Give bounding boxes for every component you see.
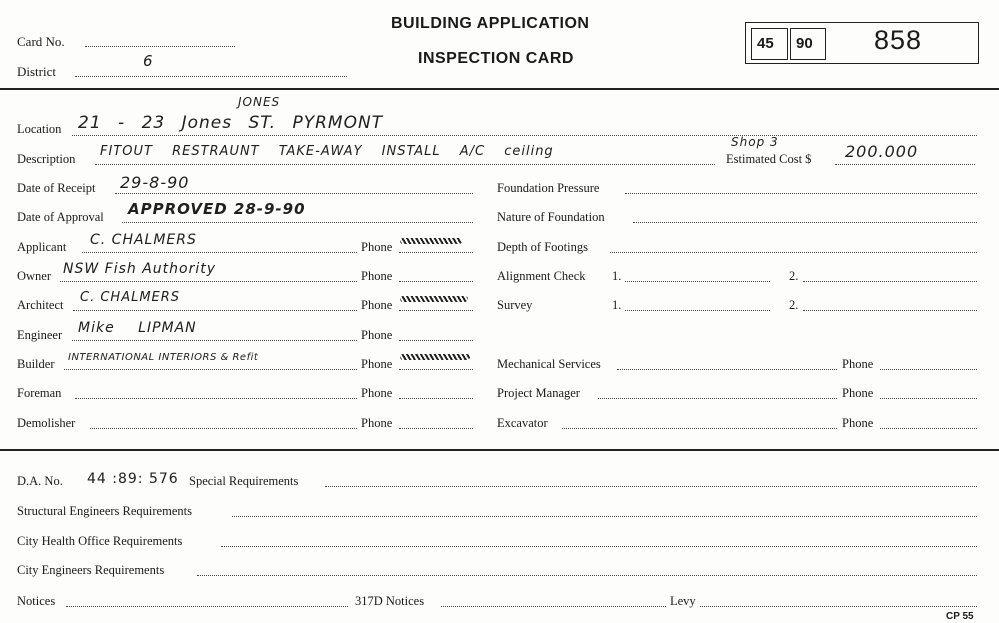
location-value: 21 - 23 Jones ST. PYRMONT	[78, 113, 384, 133]
project-manager-field[interactable]	[598, 398, 837, 399]
builder-phone-label: Phone	[361, 357, 393, 371]
redaction-scribble	[400, 354, 470, 360]
description-label: Description	[17, 152, 76, 166]
excavator-label: Excavator	[497, 416, 548, 430]
excavator-field[interactable]	[562, 428, 837, 429]
shop-note: Shop 3	[731, 135, 779, 149]
header-divider	[0, 88, 999, 90]
builder-label: Builder	[17, 357, 55, 371]
survey-label: Survey	[497, 298, 533, 312]
mechanical-label: Mechanical Services	[497, 357, 601, 371]
demolisher-phone-label: Phone	[361, 416, 393, 430]
mechanical-phone-field[interactable]	[880, 369, 977, 370]
project-manager-phone-label: Phone	[842, 386, 874, 400]
survey-1-field[interactable]	[625, 310, 770, 311]
da-no-value: 44 :89: 576	[87, 471, 179, 487]
architect-phone-label: Phone	[361, 298, 393, 312]
location-field[interactable]	[72, 135, 977, 136]
demolisher-phone-field[interactable]	[399, 428, 473, 429]
location-label: Location	[17, 122, 62, 136]
structural-label: Structural Engineers Requirements	[17, 504, 192, 518]
alignment-2-label: 2.	[789, 269, 799, 283]
applicant-phone-label: Phone	[361, 240, 393, 254]
date-receipt-field[interactable]	[115, 193, 473, 194]
foreman-phone-label: Phone	[361, 386, 393, 400]
foreman-label: Foreman	[17, 386, 62, 400]
demolisher-field[interactable]	[90, 428, 357, 429]
engineer-phone-label: Phone	[361, 328, 393, 342]
builder-value: INTERNATIONAL INTERIORS & Refit	[68, 352, 259, 363]
architect-label: Architect	[17, 298, 64, 312]
estimated-cost-label: Estimated Cost $	[726, 152, 812, 166]
applicant-phone-field[interactable]	[399, 252, 473, 253]
levy-field[interactable]	[700, 606, 977, 607]
card-title-line1: BUILDING APPLICATION	[391, 15, 590, 32]
estimated-cost-field[interactable]	[835, 164, 975, 165]
special-requirements-label: Special Requirements	[189, 474, 299, 488]
card-no-label: Card No.	[17, 34, 65, 49]
nature-foundation-field[interactable]	[633, 222, 977, 223]
alignment-2-field[interactable]	[803, 281, 977, 282]
excavator-phone-field[interactable]	[880, 428, 977, 429]
owner-phone-label: Phone	[361, 269, 393, 283]
demolisher-label: Demolisher	[17, 416, 76, 430]
location-insert: JONES	[238, 95, 281, 109]
depth-footings-label: Depth of Footings	[497, 240, 588, 254]
special-requirements-field[interactable]	[325, 486, 977, 487]
depth-footings-field[interactable]	[610, 252, 977, 253]
foundation-pressure-field[interactable]	[625, 193, 977, 194]
engineer-phone-field[interactable]	[399, 340, 473, 341]
alignment-1-field[interactable]	[625, 281, 770, 282]
structural-field[interactable]	[232, 516, 977, 517]
health-label: City Health Office Requirements	[17, 534, 183, 548]
applicant-label: Applicant	[17, 240, 67, 254]
district-label: District	[17, 64, 56, 79]
owner-field[interactable]	[60, 281, 357, 282]
survey-2-field[interactable]	[803, 310, 977, 311]
engineers-label: City Engineers Requirements	[17, 563, 165, 577]
architect-phone-field[interactable]	[399, 310, 473, 311]
date-approval-label: Date of Approval	[17, 210, 104, 224]
estimated-cost-value: 200.000	[845, 142, 919, 161]
description-field[interactable]	[95, 164, 715, 165]
engineer-value: Mike LIPMAN	[78, 320, 197, 336]
district-value: 6	[143, 52, 154, 70]
levy-label: Levy	[670, 594, 696, 608]
notices-label: Notices	[17, 594, 56, 608]
architect-value: C. CHALMERS	[80, 290, 181, 305]
card-no-field[interactable]	[85, 46, 235, 47]
project-manager-label: Project Manager	[497, 386, 580, 400]
date-receipt-label: Date of Receipt	[17, 181, 96, 195]
ref-number: 858	[874, 25, 923, 55]
notices-317d-label: 317D Notices	[355, 594, 425, 608]
alignment-1-label: 1.	[612, 269, 622, 283]
ref-box-b-value: 90	[796, 35, 813, 52]
owner-value: NSW Fish Authority	[63, 261, 217, 277]
alignment-label: Alignment Check	[497, 269, 586, 283]
architect-field[interactable]	[73, 310, 357, 311]
builder-field[interactable]	[64, 369, 357, 370]
da-no-label: D.A. No.	[17, 474, 63, 488]
owner-label: Owner	[17, 269, 52, 283]
mechanical-phone-label: Phone	[842, 357, 874, 371]
redaction-scribble	[400, 238, 462, 244]
applicant-field[interactable]	[82, 252, 357, 253]
foundation-pressure-label: Foundation Pressure	[497, 181, 600, 195]
engineer-label: Engineer	[17, 328, 63, 342]
date-approval-field[interactable]	[122, 222, 473, 223]
builder-phone-field[interactable]	[399, 369, 473, 370]
ref-box-a-value: 45	[757, 35, 774, 52]
survey-1-label: 1.	[612, 298, 622, 312]
date-receipt-value: 29-8-90	[120, 173, 190, 192]
redaction-scribble	[400, 296, 468, 302]
mechanical-field[interactable]	[617, 369, 837, 370]
foreman-field[interactable]	[75, 398, 357, 399]
card-title-line2: INSPECTION CARD	[418, 50, 574, 67]
foreman-phone-field[interactable]	[399, 398, 473, 399]
district-field[interactable]	[75, 76, 347, 77]
nature-foundation-label: Nature of Foundation	[497, 210, 605, 224]
notices-317d-field[interactable]	[441, 606, 666, 607]
applicant-value: C. CHALMERS	[90, 232, 197, 248]
excavator-phone-label: Phone	[842, 416, 874, 430]
description-value: FITOUT RESTRAUNT TAKE-AWAY INSTALL A/C ceiling	[100, 144, 554, 159]
engineers-field[interactable]	[197, 575, 977, 576]
health-field[interactable]	[221, 546, 977, 547]
owner-phone-field[interactable]	[399, 281, 473, 282]
form-code: CP 55	[946, 611, 974, 622]
notices-field[interactable]	[66, 606, 348, 607]
date-approval-value: APPROVED 28-9-90	[128, 200, 306, 218]
engineer-field[interactable]	[72, 340, 357, 341]
project-manager-phone-field[interactable]	[880, 398, 977, 399]
survey-2-label: 2.	[789, 298, 799, 312]
section-divider	[0, 449, 999, 451]
